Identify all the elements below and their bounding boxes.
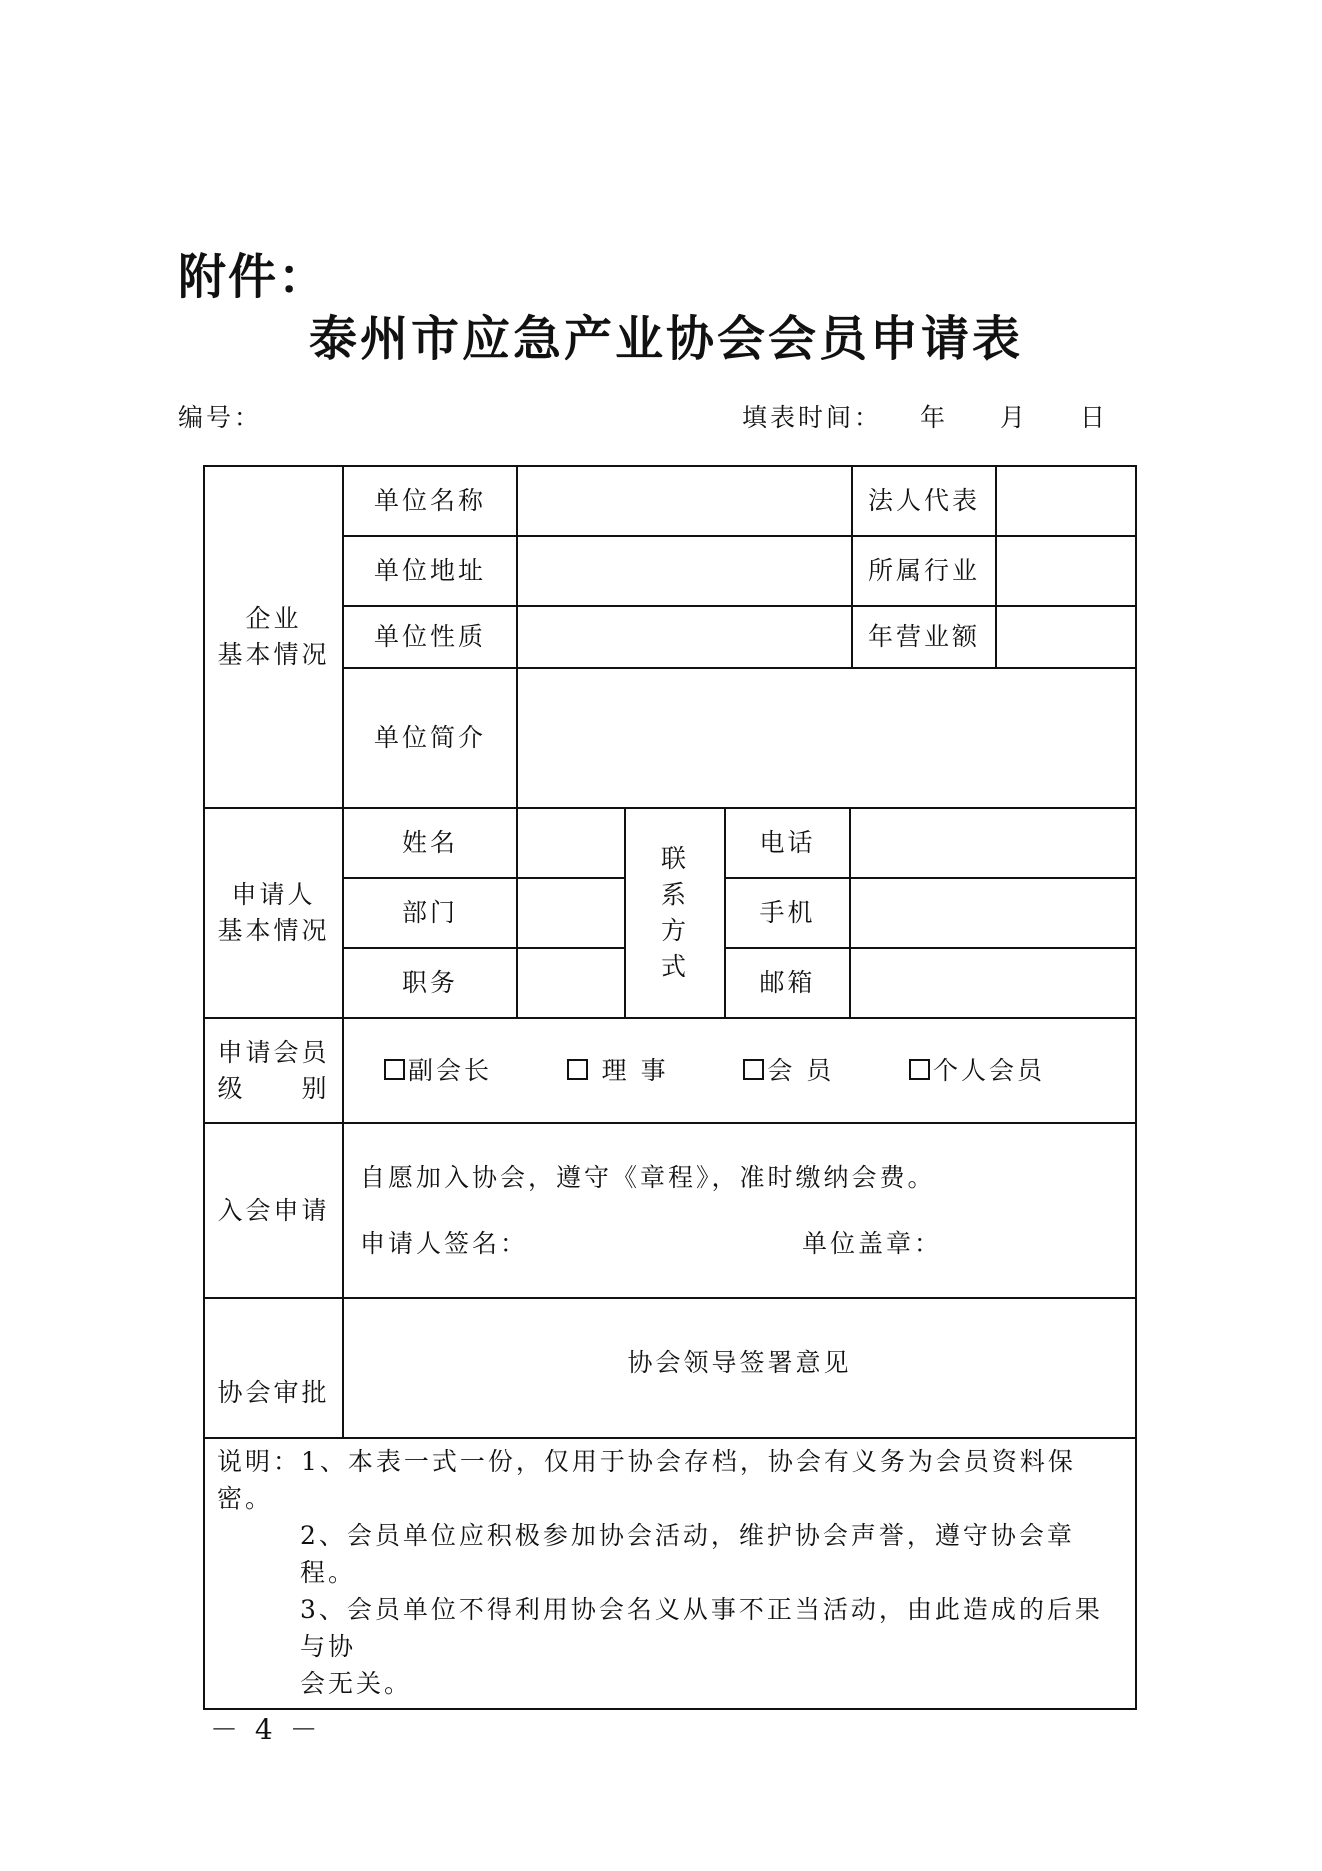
position-field[interactable] [517,948,625,1018]
fill-date [742,398,1108,434]
page-number: － 4 － [210,1713,322,1746]
legal-rep-label: 法人代表 [852,466,996,536]
phone-label: 电话 [725,808,850,878]
mobile-field[interactable] [850,878,1136,948]
applicant-section-label-line1: 申请人 [231,880,316,909]
member-level-label-line1: 申请会员 [217,1037,330,1067]
member-level-options [343,1018,1136,1123]
option-member-label: 会 员 [767,1055,835,1085]
notes-cell [204,1438,1136,1709]
name-field[interactable] [517,808,625,878]
contact-method-label [625,808,725,1018]
unit-nature-label: 单位性质 [343,606,517,668]
join-statement: 自愿加入协会，遵守《章程》，准时缴纳会费。 [360,1162,936,1192]
annual-revenue-field[interactable] [996,606,1136,668]
applicant-signature-label: 申请人签名： [360,1228,529,1258]
checkbox-vice-president[interactable] [384,1059,405,1080]
option-individual-member-label: 个人会员 [932,1055,1045,1085]
approval-text: 协会领导签署意见 [627,1348,852,1377]
approval-cell[interactable] [343,1298,1136,1438]
day-label: 日 [1080,403,1109,432]
unit-name-label: 单位名称 [343,466,517,536]
form-title: 泰州市应急产业协会会员申请表 [308,311,1023,367]
option-individual-member[interactable] [909,1053,1045,1089]
date-label: 填表时间： [742,403,883,432]
option-vice-president-label: 副会长 [408,1055,493,1085]
unit-intro-label: 单位简介 [343,668,517,808]
note-line-2: 2、会员单位应积极参加协会活动，维护协会声誉，遵守协会章程。 [300,1521,1075,1587]
applicant-section-label [204,808,343,1018]
join-application-cell [343,1123,1136,1298]
option-vice-president[interactable] [384,1053,492,1089]
checkbox-individual-member[interactable] [909,1059,930,1080]
contact-char-4: 式 [660,952,689,981]
application-form-table [203,465,1137,1710]
option-director-label: 理 事 [590,1055,669,1085]
note-line-4: 会无关。 [300,1669,413,1698]
unit-address-label: 单位地址 [343,536,517,606]
mobile-label: 手机 [725,878,850,948]
number-label: 编号： [178,403,263,432]
attachment-label: 附件： [178,249,329,305]
unit-seal-label: 单位盖章： [802,1228,943,1258]
checkbox-director[interactable] [567,1059,588,1080]
legal-rep-field[interactable] [996,466,1136,536]
company-section-label-line2: 基本情况 [217,640,330,669]
department-field[interactable] [517,878,625,948]
applicant-section-label-line2: 基本情况 [217,916,330,945]
option-member[interactable] [743,1053,834,1089]
contact-char-2: 系 [660,880,689,909]
month-label: 月 [1000,403,1029,432]
position-label: 职务 [343,948,517,1018]
department-label: 部门 [343,878,517,948]
approval-label-text: 协会审批 [217,1378,330,1407]
industry-field[interactable] [996,536,1136,606]
unit-name-field[interactable] [517,466,852,536]
company-section-label [204,466,343,808]
phone-field[interactable] [850,808,1136,878]
note-line-1: 说明：1、本表一式一份，仅用于协会存档，协会有义务为会员资料保密。 [217,1447,1076,1513]
unit-intro-field[interactable] [517,668,1136,808]
checkbox-member[interactable] [743,1059,764,1080]
year-label: 年 [920,403,949,432]
signature-row [360,1226,1135,1262]
industry-label: 所属行业 [852,536,996,606]
join-application-label: 入会申请 [204,1123,343,1298]
member-level-label [204,1018,343,1123]
contact-char-1: 联 [660,844,689,873]
option-director[interactable] [567,1053,669,1089]
annual-revenue-label: 年营业额 [852,606,996,668]
contact-char-3: 方 [660,916,689,945]
unit-address-field[interactable] [517,536,852,606]
unit-nature-field[interactable] [517,606,852,668]
email-field[interactable] [850,948,1136,1018]
company-section-label-line1: 企业 [245,604,302,633]
email-label: 邮箱 [725,948,850,1018]
approval-label [204,1298,343,1438]
member-level-label-line2: 级 别 [217,1073,330,1103]
name-label: 姓名 [343,808,517,878]
note-line-3: 3、会员单位不得利用协会名义从事不正当活动，由此造成的后果与协 [300,1595,1103,1661]
